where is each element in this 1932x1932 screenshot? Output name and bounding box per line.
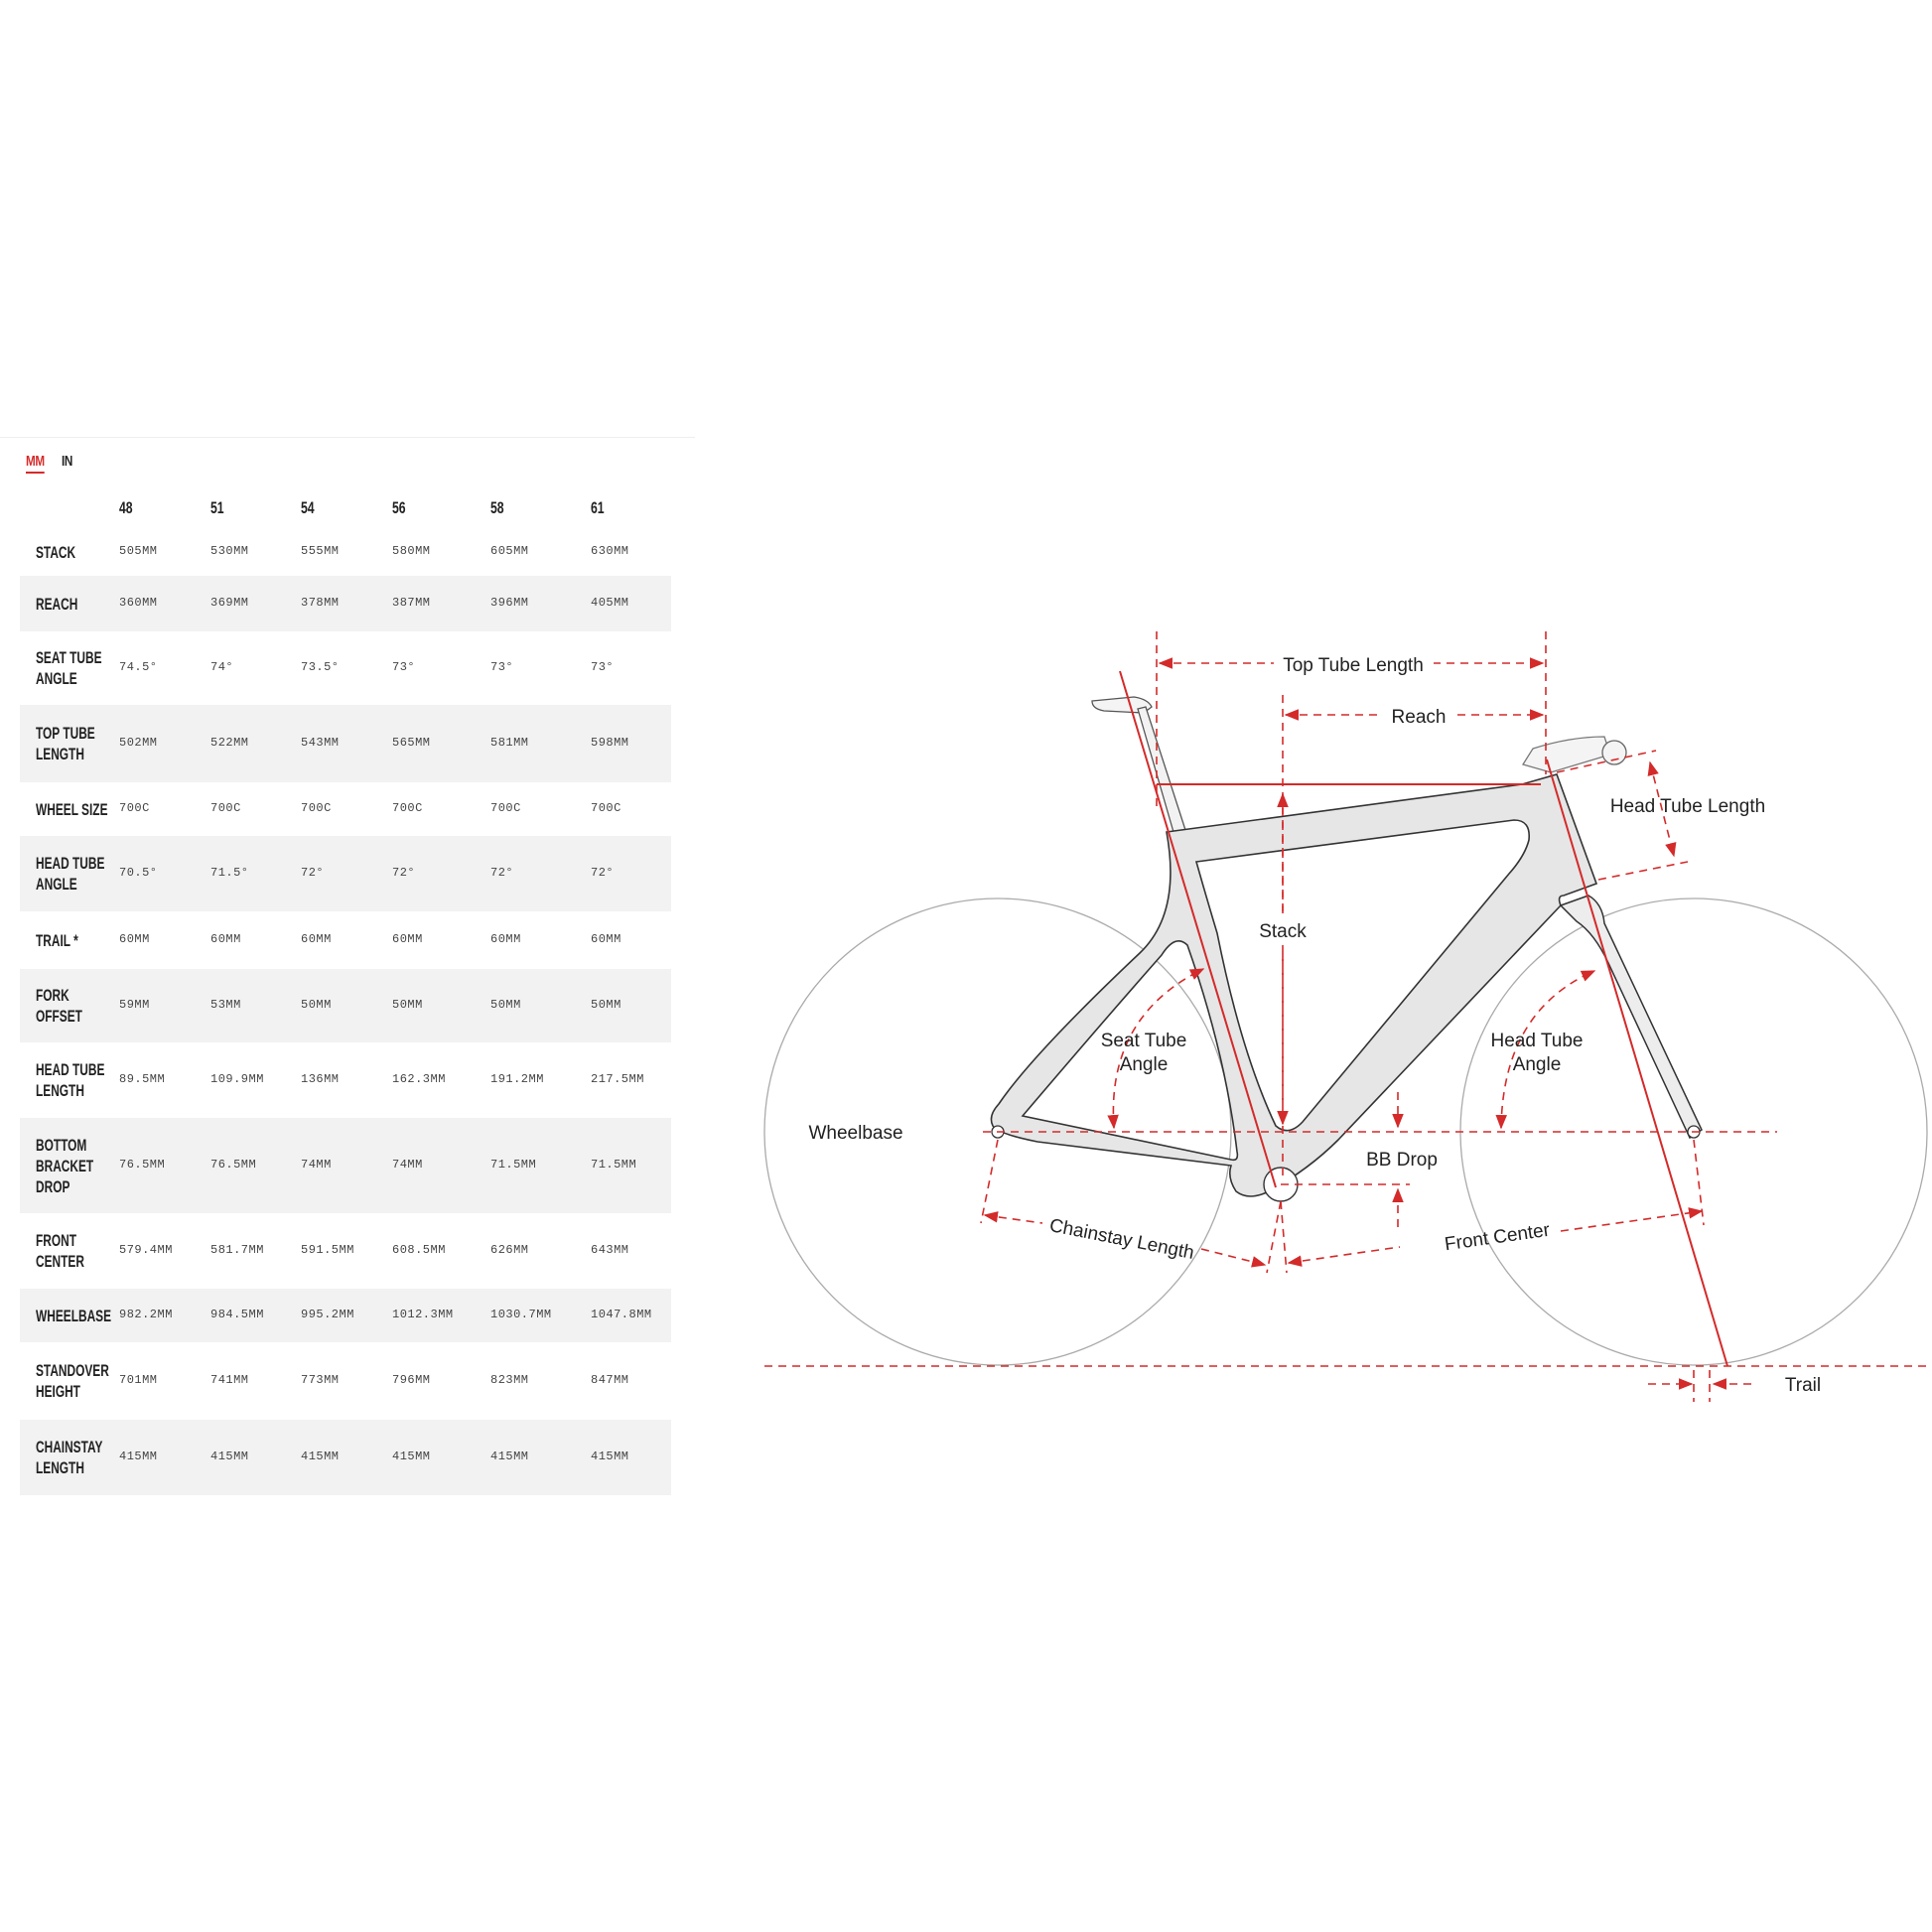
unit-tab-mm[interactable]: MM [26,453,45,474]
row-label: BOTTOM BRACKET DROP [36,1136,94,1196]
label-head-tube-angle-2: Angle [1512,1054,1562,1075]
row-label: FRONT CENTER [36,1231,84,1271]
table-cell: 823MM [490,1373,529,1387]
table-cell: 73° [490,660,514,674]
table-cell: 50MM [490,998,521,1012]
table-cell: 555MM [301,544,340,558]
table-cell: 700C [490,801,521,815]
table-cell: 72° [392,866,416,880]
label-chainstay-length: Chainstay Length [1047,1215,1196,1264]
table-cell: 608.5MM [392,1243,446,1257]
dashed-guides [764,631,1932,1402]
table-cell: 53MM [210,998,241,1012]
table-cell: 71.5° [210,866,249,880]
table-cell: 415MM [210,1449,249,1463]
table-cell: 543MM [301,736,340,750]
table-cell: 630MM [591,544,629,558]
row-label: TOP TUBE LENGTH [36,724,95,763]
table-cell: 70.5° [119,866,158,880]
table-cell: 847MM [591,1373,629,1387]
table-cell: 1047.8MM [591,1308,652,1321]
size-header: 58 [490,498,504,517]
size-header: 51 [210,498,224,517]
label-seat-tube-angle-2: Angle [1119,1054,1169,1075]
row-label: WHEELBASE [36,1307,112,1325]
table-cell: 415MM [490,1449,529,1463]
label-reach: Reach [1391,707,1447,728]
table-cell: 378MM [301,596,340,610]
row-label: TRAIL * [36,931,78,950]
table-cell: 700C [119,801,150,815]
label-head-tube-angle-1: Head Tube [1490,1031,1584,1051]
table-cell: 581MM [490,736,529,750]
dimension-labels [808,655,1821,1396]
table-cell: 581.7MM [210,1243,264,1257]
table-cell: 217.5MM [591,1072,644,1086]
table-cell: 73° [392,660,416,674]
table-cell: 995.2MM [301,1308,354,1321]
table-cell: 60MM [119,932,150,946]
size-header: 54 [301,498,315,517]
label-trail: Trail [1784,1375,1822,1396]
table-cell: 530MM [210,544,249,558]
frame [991,774,1596,1196]
size-header: 56 [392,498,406,517]
table-cell: 60MM [210,932,241,946]
table-cell: 50MM [591,998,621,1012]
row-label: SEAT TUBE ANGLE [36,648,102,688]
table-cell: 565MM [392,736,431,750]
table-cell: 76.5MM [210,1158,257,1172]
table-cell: 72° [490,866,514,880]
table-cell: 50MM [301,998,332,1012]
table-cell: 396MM [490,596,529,610]
label-head-tube-length: Head Tube Length [1609,796,1766,817]
row-label: REACH [36,595,78,614]
table-cell: 60MM [301,932,332,946]
table-cell: 579.4MM [119,1243,173,1257]
row-label: STACK [36,543,76,562]
table-cell: 73° [591,660,615,674]
table-cell: 505MM [119,544,158,558]
table-cell: 605MM [490,544,529,558]
table-cell: 76.5MM [119,1158,166,1172]
table-cell: 415MM [301,1449,340,1463]
table-cell: 405MM [591,596,629,610]
table-cell: 773MM [301,1373,340,1387]
size-header: 48 [119,498,133,517]
handlebar [1602,741,1626,764]
label-front-center: Front Center [1443,1219,1552,1256]
table-cell: 643MM [591,1243,629,1257]
row-label: HEAD TUBE ANGLE [36,854,105,894]
table-cell: 50MM [392,998,423,1012]
table-cell: 162.3MM [392,1072,446,1086]
row-label: STANDOVER HEIGHT [36,1361,109,1401]
table-cell: 109.9MM [210,1072,264,1086]
table-cell: 741MM [210,1373,249,1387]
table-cell: 522MM [210,736,249,750]
table-cell: 502MM [119,736,158,750]
table-cell: 580MM [392,544,431,558]
table-cell: 700C [591,801,621,815]
table-cell: 626MM [490,1243,529,1257]
row-label: WHEEL SIZE [36,800,108,819]
stem [1523,737,1610,772]
table-cell: 74MM [392,1158,423,1172]
table-cell: 387MM [392,596,431,610]
size-header: 61 [591,498,605,517]
table-cell: 360MM [119,596,158,610]
table-cell: 191.2MM [490,1072,544,1086]
row-label: FORK OFFSET [36,986,82,1026]
table-cell: 701MM [119,1373,158,1387]
table-cell: 700C [392,801,423,815]
table-cell: 72° [591,866,615,880]
table-cell: 598MM [591,736,629,750]
table-cell: 74MM [301,1158,332,1172]
seatpost [1138,707,1185,832]
table-cell: 796MM [392,1373,431,1387]
row-label: HEAD TUBE LENGTH [36,1060,105,1100]
table-cell: 60MM [490,932,521,946]
table-cell: 982.2MM [119,1308,173,1321]
table-cell: 591.5MM [301,1243,354,1257]
table-cell: 59MM [119,998,150,1012]
table-cell: 369MM [210,596,249,610]
table-cell: 700C [301,801,332,815]
table-cell: 136MM [301,1072,340,1086]
table-cell: 1030.7MM [490,1308,552,1321]
table-cell: 89.5MM [119,1072,166,1086]
table-cell: 984.5MM [210,1308,264,1321]
label-wheelbase: Wheelbase [808,1123,903,1144]
label-seat-tube-angle-1: Seat Tube [1100,1031,1187,1051]
unit-tab-in[interactable]: IN [62,453,72,470]
table-cell: 71.5MM [591,1158,637,1172]
table-cell: 415MM [392,1449,431,1463]
table-cell: 415MM [119,1449,158,1463]
fork [1561,896,1702,1138]
table-cell: 74° [210,660,234,674]
label-top-tube-length: Top Tube Length [1283,655,1424,676]
table-cell: 700C [210,801,241,815]
table-cell: 72° [301,866,325,880]
label-bb-drop: BB Drop [1366,1150,1438,1171]
table-cell: 74.5° [119,660,158,674]
table-cell: 60MM [591,932,621,946]
row-label: CHAINSTAY LENGTH [36,1438,103,1477]
label-stack: Stack [1259,921,1307,942]
table-cell: 415MM [591,1449,629,1463]
table-cell: 71.5MM [490,1158,537,1172]
table-cell: 60MM [392,932,423,946]
table-cell: 1012.3MM [392,1308,454,1321]
table-cell: 73.5° [301,660,340,674]
